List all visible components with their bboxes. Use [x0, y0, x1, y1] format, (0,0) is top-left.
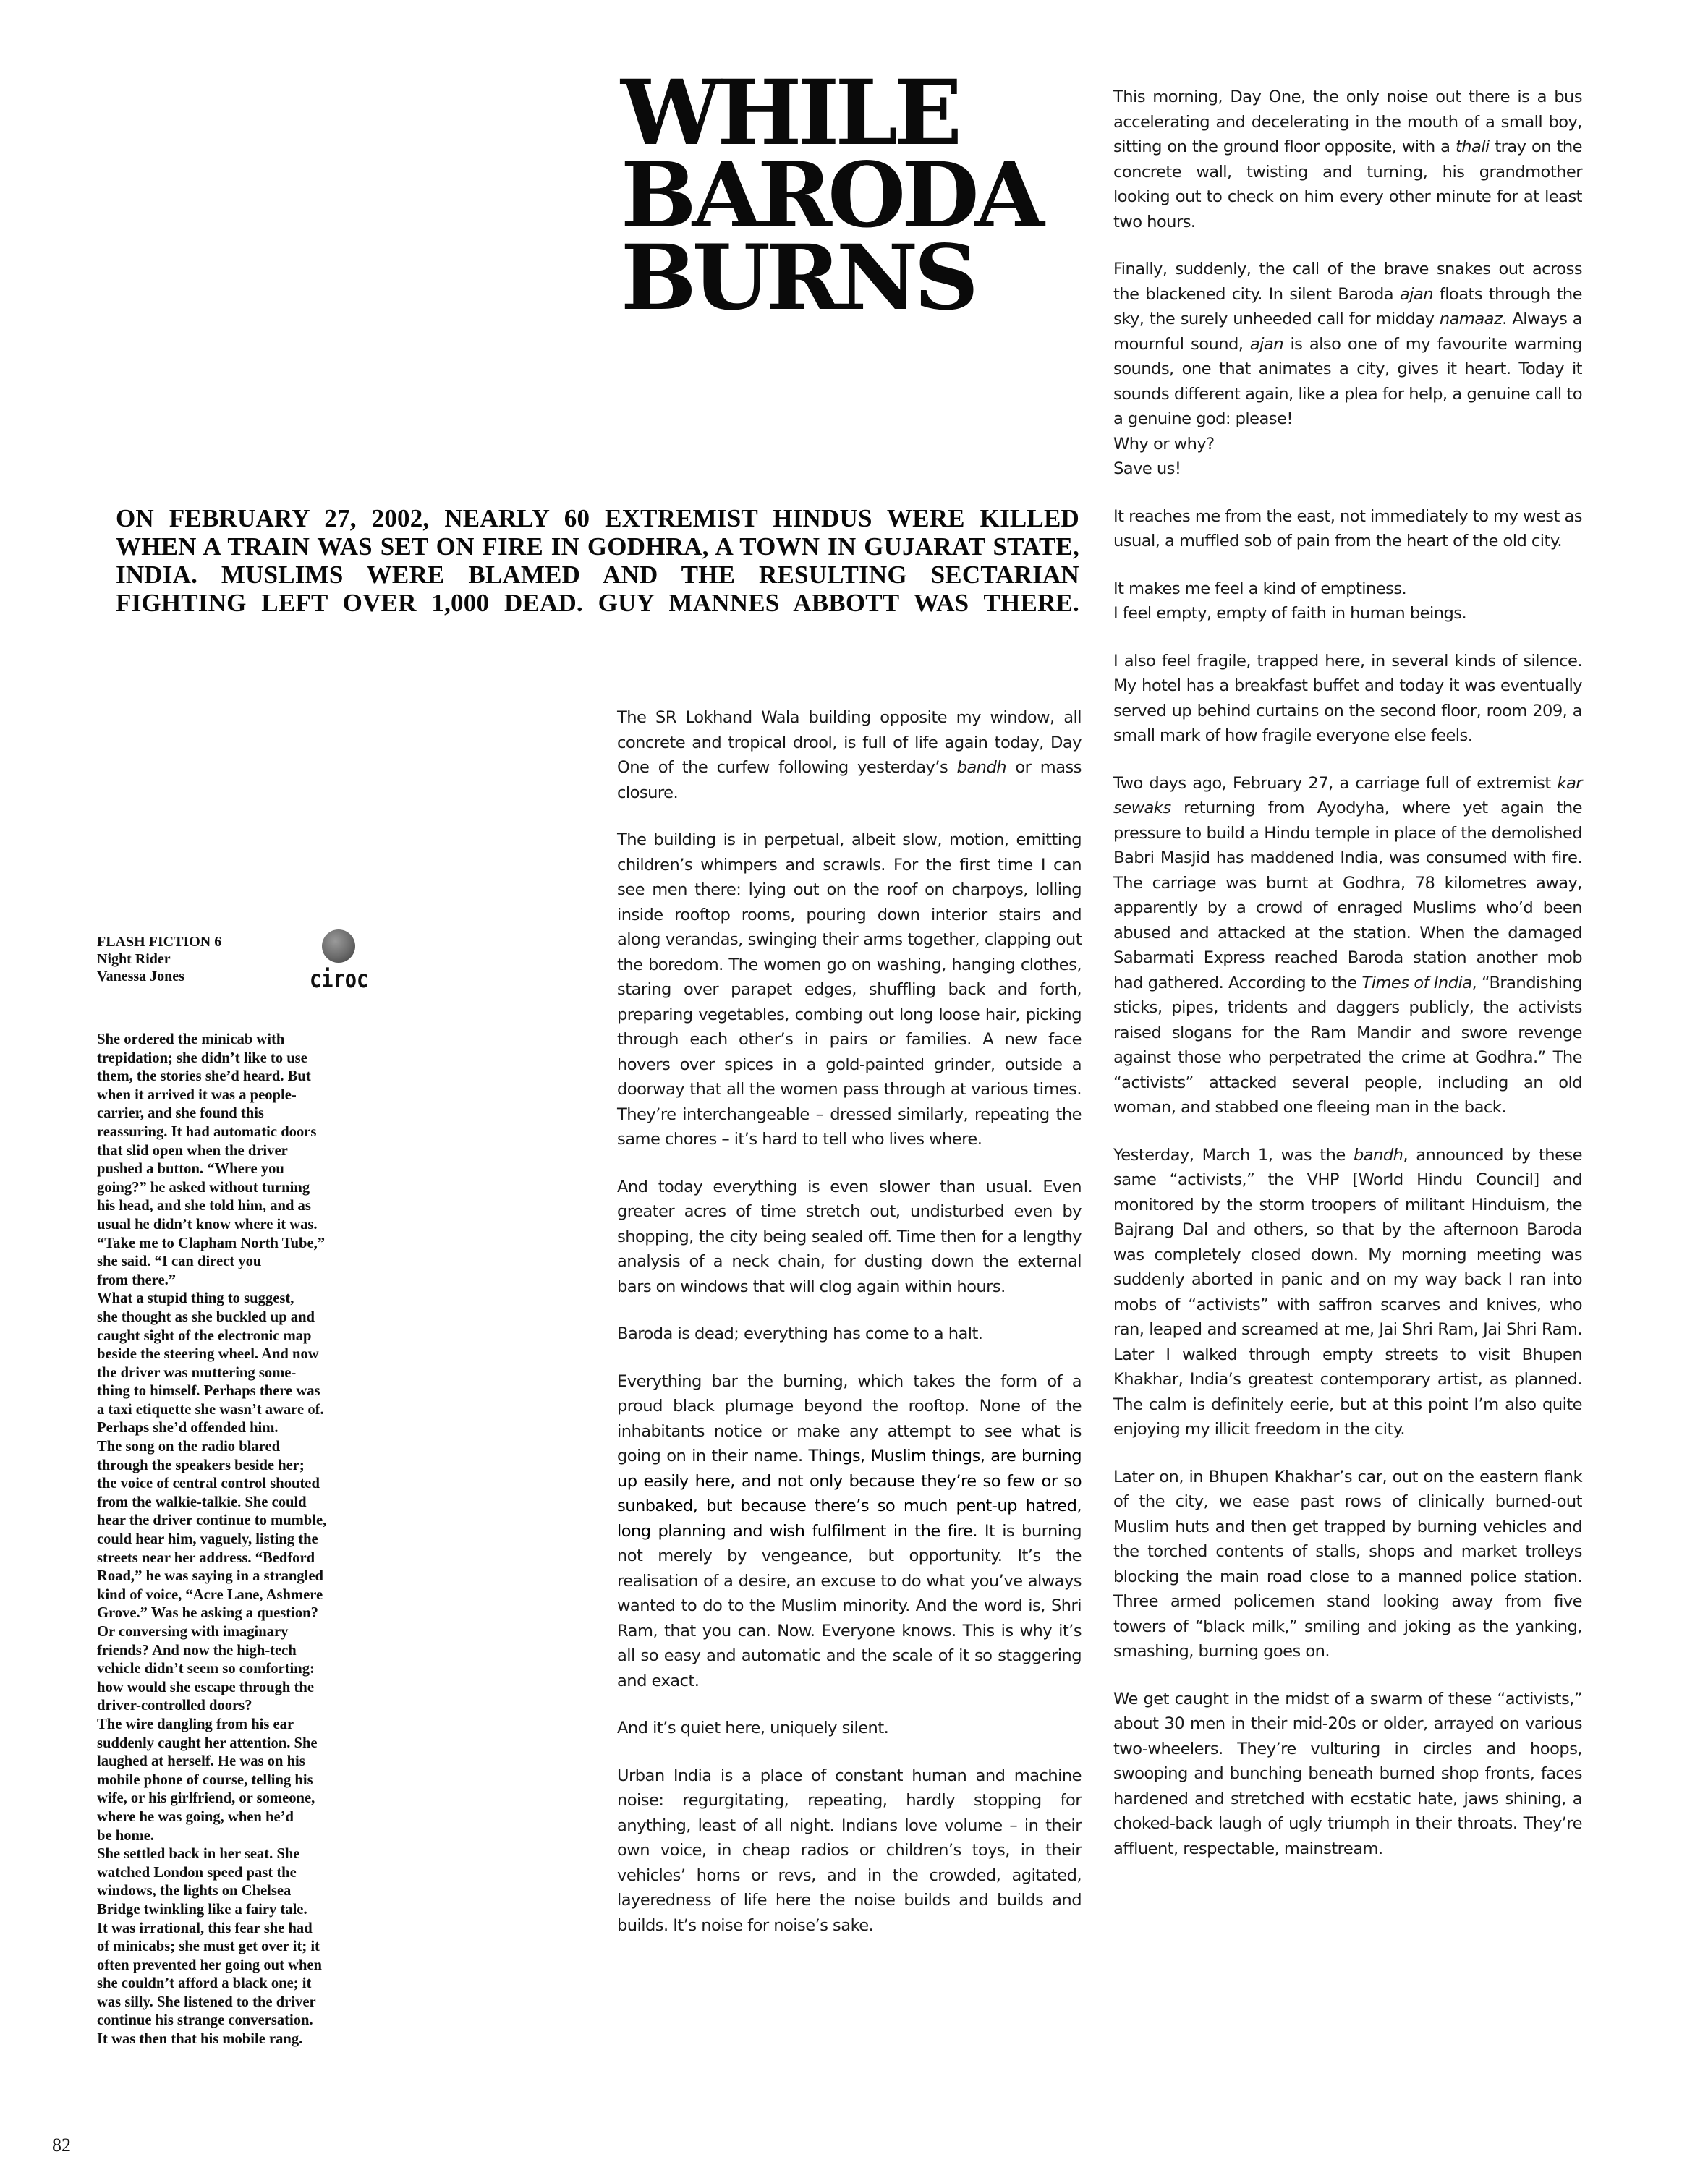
text-run: And today everything is even slower than usual. Even greater acres of time stretch out, undisturbed even by shopping, the city being sealed off. Time then for a lengthy analysis of a neck chain, for dusting down the external bars on windows that will clog again within hours.	[617, 1177, 1082, 1296]
middle-column	[617, 705, 1082, 1960]
sponsor-logo-text: ciroc	[310, 966, 369, 994]
paragraph	[617, 1763, 1082, 1939]
story-line: she thought as she buckled up and	[97, 1309, 315, 1325]
paragraph	[617, 705, 1082, 805]
story-line: hear the driver continue to mumble,	[97, 1512, 327, 1529]
right-column	[1113, 85, 1582, 1884]
story-line: Perhaps she’d offended him.	[97, 1420, 279, 1437]
story-line: the driver was muttering some-	[97, 1364, 297, 1381]
text-run: Yesterday, March 1, was the	[1113, 1145, 1354, 1165]
story-line: when it arrived it was a people-	[97, 1086, 297, 1103]
paragraph	[617, 1322, 1082, 1347]
paragraph	[1113, 432, 1582, 457]
headline-line: BURNS	[621, 226, 974, 331]
story-line: a taxi etiquette she wasn’t aware of.	[97, 1401, 324, 1418]
italic-term: ajan	[1399, 284, 1433, 304]
paragraph	[617, 827, 1082, 1152]
text-run: It is burning not merely by vengeance, but opportunity. It’s the realisation of a desire, an excuse to do what you’ve always wanted to do to the Muslim minority. And the word is, Shri Ram, that you can. Now. Everyone knows. This is why it’s all so easy and automatic and the scale of it so staggering and exact.	[617, 1521, 1082, 1690]
text-run: I also feel fragile, trapped here, in several kinds of silence. My hotel has a breakfast buffet and today it was eventually served up behind curtains on the second floor, room 209, a small mark of how fragile everyone else feels.	[1113, 651, 1582, 745]
italic-term: thali	[1455, 137, 1490, 156]
paragraph	[1113, 85, 1582, 234]
story-line: usual he didn’t know where it was.	[97, 1216, 318, 1233]
standfirst-line: WHEN A TRAIN WAS SET ON FIRE IN GODHRA, A TOWN IN GUJARAT STATE,	[116, 532, 1079, 561]
story-line: She settled back in her seat. She	[97, 1846, 300, 1863]
italic-term: bandh	[956, 758, 1007, 777]
story-line: She ordered the minicab with	[97, 1031, 285, 1047]
headline-line: WHILE	[621, 61, 959, 166]
story-line: continue his strange conversation.	[97, 2012, 313, 2029]
text-run: We get caught in the midst of a swarm of these “activists,” about 30 men in their mid-20s or older, arrayed on various two-wheelers. They’re vulturing in circles and hoops, swooping and bunching beneath burned shop fronts, faces hardened and stretched with ecstatic hate, jaws shining, a choked-back laugh of ugly triumph in their throats. They’re affluent, respectable, mainstream.	[1113, 1689, 1582, 1858]
story-line: them, the stories she’d heard. But	[97, 1068, 311, 1085]
story-line: windows, the lights on Chelsea	[97, 1883, 292, 1899]
paragraph	[1113, 257, 1582, 432]
story-line: reassuring. It had automatic doors	[97, 1123, 317, 1140]
text-run: Everything bar the burning, which takes the form of a proud black plumage beyond the rooftop. None of the inhabitants notice or make any attempt to see what is going on in their name.	[617, 1371, 1082, 1465]
paragraph	[1113, 771, 1582, 1120]
story-line: driver-controlled doors?	[97, 1698, 252, 1714]
story-line: beside the steering wheel. And now	[97, 1346, 319, 1363]
paragraph	[617, 1369, 1082, 1694]
story-line: going?” he asked without turning	[97, 1179, 310, 1196]
story-line: carrier, and she found this	[97, 1105, 264, 1122]
story-line: often prevented her going out when	[97, 1957, 323, 1973]
text-run: or mass closure.	[617, 758, 1082, 802]
text-run: Baroda is dead; everything has come to a halt.	[617, 1324, 983, 1343]
story-line: where he was going, when he’d	[97, 1808, 294, 1825]
story-line: The song on the radio blared	[97, 1439, 281, 1455]
standfirst-line: INDIA. MUSLIMS WERE BLAMED AND THE RESULTING SECTARIAN	[116, 561, 1079, 589]
text-run: And it’s quiet here, uniquely silent.	[617, 1719, 889, 1737]
text-run: Save us!	[1113, 459, 1181, 478]
sponsor-logo	[310, 929, 369, 994]
italic-term: namaaz	[1439, 310, 1503, 328]
series-label: FLASH FICTION 6	[97, 934, 222, 950]
story-line: pushed a button. “Where you	[97, 1161, 284, 1178]
story-line: that slid open when the driver	[97, 1142, 288, 1159]
story-line: What a stupid thing to suggest,	[97, 1290, 294, 1307]
text-run: tray on the concrete wall, twisting and turning, his grandmother looking out to check on him every other minute for at least two hours.	[1113, 137, 1582, 231]
flash-fiction-story	[97, 1031, 386, 2049]
story-line: suddenly caught her attention. She	[97, 1735, 318, 1751]
text-run: , announced by these same “activists,” the VHP [World Hindu Council] and monitored by the storm troopers of militant Hinduism, the Bajrang Dal and others, so that by the afternoon Baroda was completely closed down. My morning meeting was suddenly aborted in panic and on my way back I ran into mobs of “activists” with saffron scarves and knives, who ran, leaped and screamed at me, Jai Shri Ram, Jai Shri Ram. Later I walked through empty streets to visit Bhupen Khakhar, India’s greatest contemporary artist, as planned. The calm is definitely eerie, but at this point I’m also quite enjoying my illicit freedom in the city.	[1113, 1145, 1582, 1439]
story-line: his head, and she told him, and as	[97, 1198, 311, 1214]
text-run: Two days ago, February 27, a carriage full of extremist	[1113, 773, 1558, 793]
story-line: from there.”	[97, 1272, 177, 1288]
sponsor-logo-ball-icon	[322, 929, 355, 963]
paragraph	[1113, 504, 1582, 554]
italic-term: ajan	[1249, 334, 1283, 354]
text-run: It makes me feel a kind of emptiness.	[1113, 579, 1407, 598]
story-line: It was then that his mobile rang.	[97, 2031, 303, 2048]
text-run: The SR Lokhand Wala building opposite my window, all concrete and tropical drool, is full of life again today, Day One of the curfew following yesterday’s	[617, 708, 1082, 777]
paragraph	[1113, 576, 1582, 602]
story-line: wife, or his girlfriend, or someone,	[97, 1790, 315, 1807]
story-line: Or conversing with imaginary	[97, 1624, 289, 1640]
story-line: of minicabs; she must get over it; it	[97, 1939, 320, 1955]
text-run: returning from Ayodyha, where yet again the pressure to build a Hindu temple in place of the demolished Babri Masjid has maddened India, was consumed with fire. The carriage was burnt at Godhra, 78 kilometres away, apparently by a crowd of enraged Muslims who’d been abused and attacked at the station. When the damaged Sabarmati Express reached Baroda station another mob had gathered. According to the	[1113, 799, 1582, 992]
story-line: from the walkie-talkie. She could	[97, 1494, 307, 1510]
story-line: trepidation; she didn’t like to use	[97, 1050, 307, 1066]
story-line: laughed at herself. He was on his	[97, 1753, 305, 1770]
emphasis-text: Things, Muslim things, are burning up easily here, and not only because they’re so few or so sunbaked, but because there’s so much pent-up hatred, long planning and wish fulfilment in the fire.	[617, 1447, 1082, 1541]
story-line: Grove.” Was he asking a question?	[97, 1605, 318, 1622]
paragraph	[617, 1175, 1082, 1300]
story-line: how would she escape through the	[97, 1679, 314, 1695]
story-title: Night Rider	[97, 951, 171, 967]
story-line: the voice of central control shouted	[97, 1476, 320, 1492]
headline	[621, 61, 1084, 331]
story-line: vehicle didn’t seem so comforting:	[97, 1661, 315, 1677]
text-run: Finally, suddenly, the call of the brave snakes out across the blackened city. In silent Baroda	[1113, 260, 1582, 304]
page-number: 82	[52, 2135, 71, 2156]
story-line: was silly. She listened to the driver	[97, 1994, 316, 2010]
paragraph	[1113, 649, 1582, 749]
story-line: could hear him, vaguely, listing the	[97, 1531, 318, 1548]
paragraph	[1113, 456, 1582, 482]
story-line: streets near her address. “Bedford	[97, 1549, 315, 1566]
headline-line: BARODA	[621, 143, 1040, 248]
italic-term: bandh	[1353, 1145, 1403, 1165]
text-run: floats through the sky, the surely unheeded call for midday	[1113, 284, 1582, 328]
text-run: The building is in perpetual, albeit slow, motion, emitting children’s whimpers and scrawls. For the first time I can see men there: lying out on the roof on charpoys, lolling inside rooftop rooms, pouring down interior stairs and along verandas, swinging their arms together, clapping out the boredom. The women go on washing, hanging clothes, staring over parapet edges, shuffling back and forth, preparing vegetables, combing out long loose hair, picking through each other’s in pairs or families. A new face hovers over spices in a gold-painted grinder, outside a doorway that all the women pass through at various times. They’re interchangeable – dressed similarly, repeating the same chores – it’s hard to tell who lives where.	[617, 830, 1082, 1149]
paragraph	[1113, 1143, 1582, 1442]
author-name: Vanessa Jones	[97, 969, 184, 984]
italic-term: kar sewaks	[1113, 773, 1582, 817]
story-line: mobile phone of course, telling his	[97, 1771, 313, 1788]
text-run: It reaches me from the east, not immediately to my west as usual, a muffled sob of pain from the heart of the old city.	[1113, 506, 1582, 550]
text-run: I feel empty, empty of faith in human beings.	[1113, 604, 1467, 623]
story-line: through the speakers beside her;	[97, 1457, 305, 1473]
standfirst	[116, 504, 1079, 617]
paragraph	[1113, 601, 1582, 626]
text-run: . Always a mournful sound,	[1113, 310, 1582, 354]
story-line: be home.	[97, 1827, 154, 1844]
paragraph	[1113, 1465, 1582, 1664]
story-line: watched London speed past the	[97, 1864, 297, 1881]
story-line: she said. “I can direct you	[97, 1254, 262, 1270]
standfirst-line: FIGHTING LEFT OVER 1,000 DEAD. GUY MANNES ABBOTT WAS THERE.	[116, 589, 1079, 617]
story-line: caught sight of the electronic map	[97, 1327, 312, 1344]
story-line: Bridge twinkling like a fairy tale.	[97, 1901, 307, 1918]
text-run: Later on, in Bhupen Khakhar’s car, out on the eastern flank of the city, we ease past rows of clinically burned-out Muslim huts and then get trapped by burning vehicles and the torched contents of stalls, shops and market trolleys blocking the main road close to a manned police station. Three armed policemen stand looking away from five towers of “black milk,” smiling and joking as the yanking, smashing, burning goes on.	[1113, 1467, 1582, 1661]
story-line: “Take me to Clapham North Tube,”	[97, 1235, 326, 1251]
text-run: This morning, Day One, the only noise out there is a bus accelerating and decelerating in the mouth of a small boy, sitting on the ground floor opposite, with a	[1113, 88, 1582, 156]
text-run: Why or why?	[1113, 434, 1215, 454]
text-run: is also one of my favourite warming sounds, one that animates a city, gives it heart. Today it sounds different again, like a plea for help, a genuine call to a genuine god: please!	[1113, 334, 1582, 428]
story-line: The wire dangling from his ear	[97, 1716, 294, 1732]
story-line: friends? And now the high-tech	[97, 1642, 297, 1659]
paragraph	[617, 1716, 1082, 1741]
story-line: It was irrational, this fear she had	[97, 1920, 313, 1936]
text-run: , “Brandishing sticks, pipes, tridents and daggers publicly, the activists raised slogans for the Ram Mandir and swore revenge against those who perpetrated the crime at Godhra.” The “activists” attacked several people, including an old woman, and stabbed one fleeing man in the back.	[1113, 973, 1583, 1117]
text-run: Urban India is a place of constant human and machine noise: regurgitating, repeating, hardly stopping for anything, least of all night. Indians love volume – in their own voice, in cheap radios or children’s toys, in their vehicles’ horns or revs, and in the crowded, agitated, layeredness of life here the noise builds and builds and builds. It’s noise for noise’s sake.	[617, 1766, 1082, 1935]
story-line: kind of voice, “Acre Lane, Ashmere	[97, 1586, 323, 1603]
story-line: Road,” he was saying in a strangled	[97, 1568, 323, 1585]
story-line: she couldn’t afford a black one; it	[97, 1975, 312, 1992]
paragraph	[1113, 1687, 1582, 1862]
standfirst-line: ON FEBRUARY 27, 2002, NEARLY 60 EXTREMIST HINDUS WERE KILLED	[116, 504, 1079, 532]
story-line: thing to himself. Perhaps there was	[97, 1383, 320, 1400]
italic-term: Times of India	[1361, 973, 1472, 992]
